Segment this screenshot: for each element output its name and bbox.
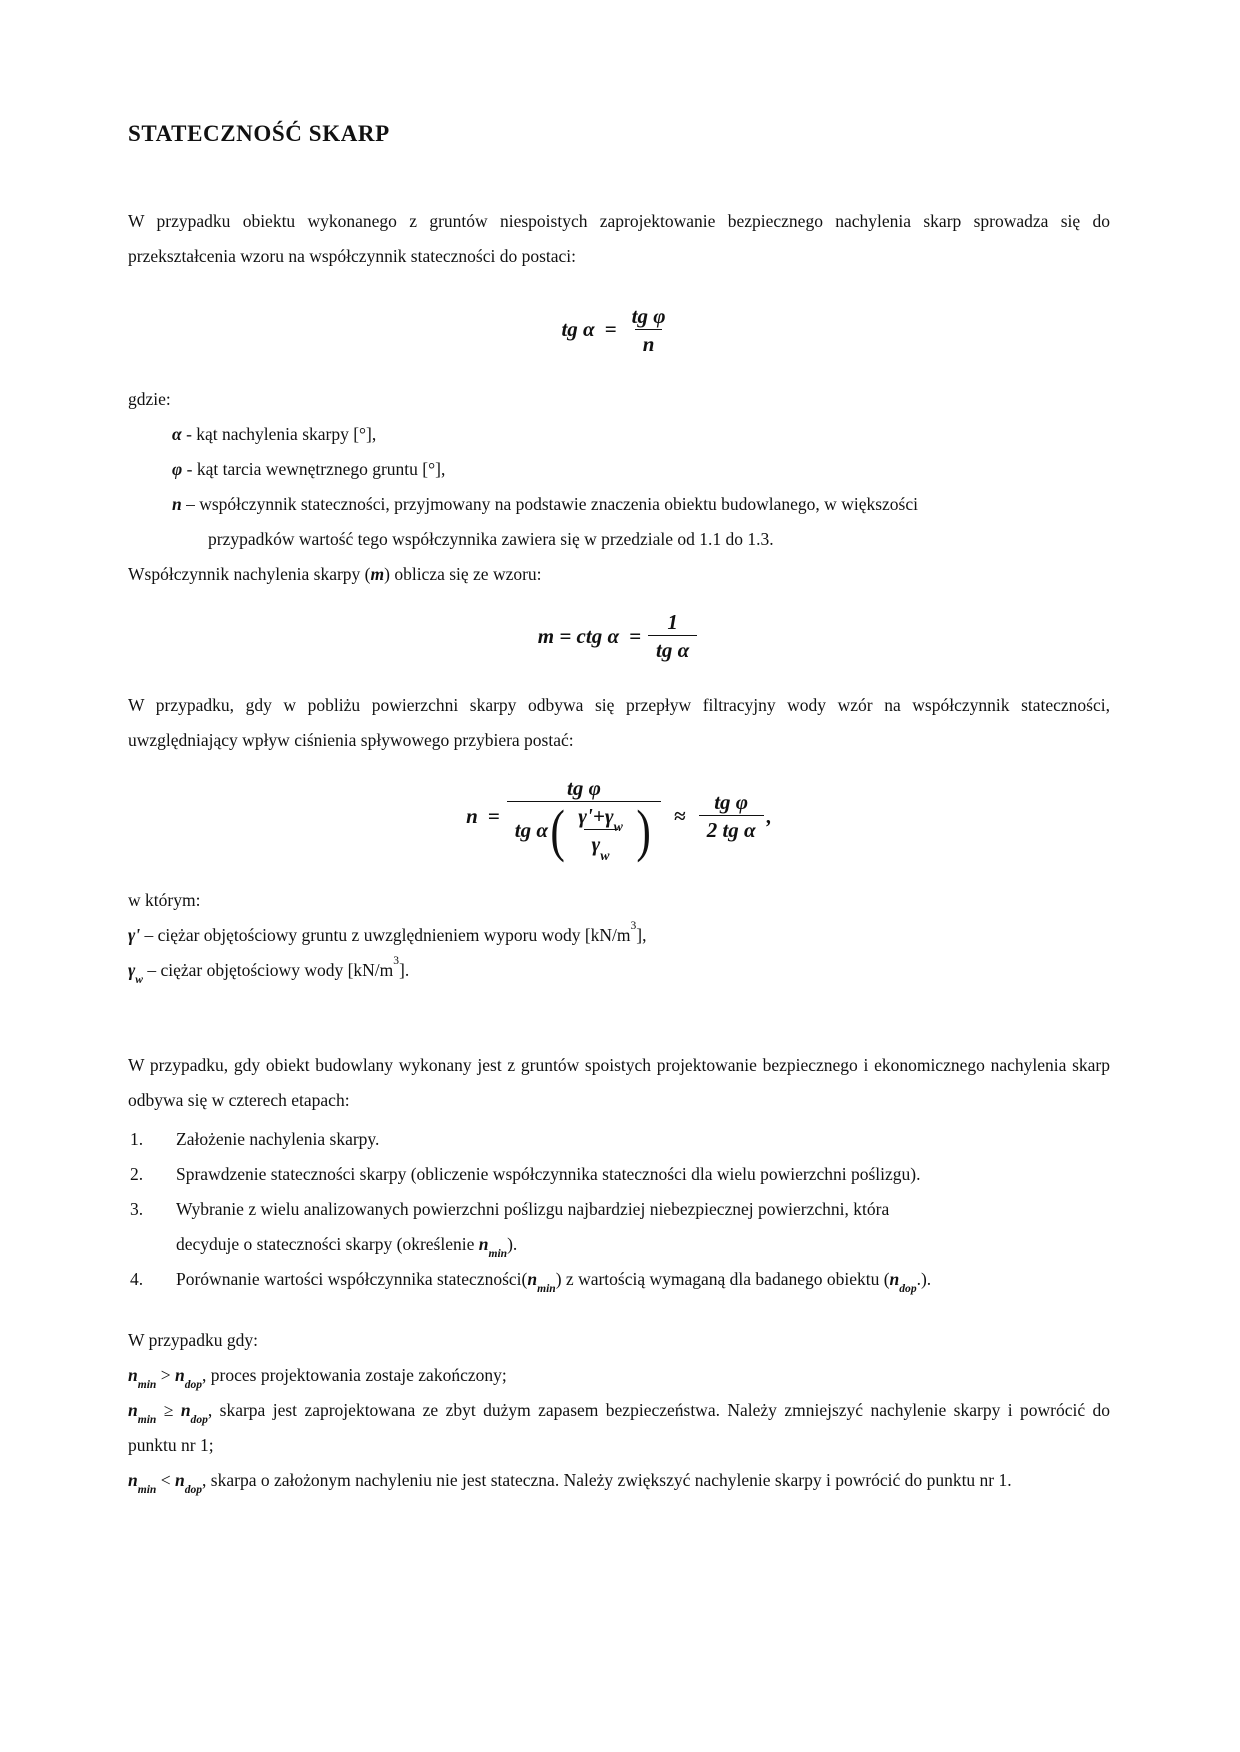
formula1-equals: = [604, 317, 617, 342]
spacer [128, 356, 1110, 382]
definition-n [128, 487, 1110, 557]
gamma-w-bottom-subscript: w [600, 847, 610, 863]
where-label: gdzie: [128, 388, 171, 409]
definition-phi [128, 452, 1110, 487]
gamma-w-unit-exponent: 3 [393, 954, 400, 967]
cohesive-paragraph: W przypadku, gdy obiekt budowlany wykonany jest z gruntów spoistych projektowanie bezpiecznego i ekonomicznego nachylenia skarp odbywa się w czterech etapach: [128, 1054, 1110, 1110]
formula2-lhs: m = ctg α [537, 623, 620, 648]
gamma-w-bottom: γ [591, 832, 601, 857]
formula3-denominator-group [514, 797, 653, 863]
step-4-symbol-ndop-subscript: dop [899, 1283, 917, 1296]
condition-3 [128, 1463, 1110, 1498]
slope-coefficient-text-a: Współczynnik nachylenia skarpy ( [128, 563, 371, 584]
step-2-text: Sprawdzenie stateczności skarpy (obliczenie współczynnika stateczności dla wielu powierzchni poślizgu). [176, 1163, 921, 1184]
condition-1 [128, 1358, 1110, 1393]
step-3-text: Wybranie z wielu analizowanych powierzchni poślizgu najbardziej niebezpiecznej powierzchni, która [176, 1198, 890, 1219]
condition-2-left-symbol: n [128, 1399, 138, 1420]
spacer [128, 857, 1110, 883]
condition-3-text: , skarpa o założonym nachyleniu nie jest stateczna. Należy zwiększyć nachylenie skarpy i powrócić do [202, 1469, 923, 1490]
gamma-w-tail: ]. [399, 959, 410, 980]
definition-n-continuation: przypadków wartość tego współczynnika zawiera się w przedziale od 1.1 do 1.3. [208, 528, 774, 549]
formula3-equals: = [487, 803, 500, 828]
definition-n-text: – współczynnik stateczności, przyjmowany na podstawie znaczenia obiektu budowlanego, w większości [186, 493, 918, 514]
formula-m-ctg-alpha [128, 610, 1110, 662]
step-3-continuation-text-a: decyduje o stateczności skarpy (określenie [176, 1233, 479, 1254]
condition-1-left-symbol: n [128, 1364, 138, 1385]
step-item-3 [128, 1192, 1110, 1262]
condition-1-right-subscript: dop [184, 1379, 203, 1392]
step-item-4 [128, 1262, 1110, 1297]
condition-1-left-subscript: min [137, 1379, 157, 1392]
condition-1-operator: > [160, 1364, 171, 1385]
condition-3-continuation: punktu nr 1. [926, 1469, 1012, 1490]
step-item-1 [128, 1122, 1110, 1157]
definition-alpha-text: - kąt nachylenia skarpy [°], [186, 423, 377, 444]
spacer [128, 596, 1110, 610]
formula-n-seepage [128, 776, 1110, 863]
spacer [128, 278, 1110, 304]
gamma-w-top-subscript: w [613, 819, 623, 835]
gamma-prime: γ' [578, 804, 593, 829]
formula3-denominator [507, 797, 661, 863]
formula3-lhs: n [466, 803, 478, 828]
steps-list [128, 1122, 1110, 1297]
seepage-paragraph: W przypadku, gdy w pobliżu powierzchni skarpy odbywa się przepływ filtracyjny wody wzór na współczynnik stateczności, uwzględniający wpływ ciśnienia spływowego przybiera postać: [128, 695, 1110, 751]
condition-3-left-subscript: min [137, 1484, 157, 1497]
formula2-numerator: 1 [667, 609, 678, 634]
definition-gamma-w-text: – ciężar objętościowy wody [kN/m [147, 959, 394, 980]
formula-tg-alpha [128, 304, 1110, 356]
condition-2-right-symbol: n [180, 1399, 191, 1420]
step-4-text-a: Porównanie wartości współczynnika stateczności( [176, 1268, 528, 1289]
approx-sign: ≈ [674, 803, 686, 828]
slope-coefficient-text-b: ) oblicza się ze wzoru: [384, 563, 542, 584]
formula2-equals: = [629, 623, 642, 648]
symbol-phi: φ [172, 458, 183, 479]
case-label: W przypadku gdy: [128, 1329, 258, 1350]
spacer [128, 762, 1110, 776]
definition-gamma-prime-text: – ciężar objętościowy gruntu z uwzględnieniem wyporu wody [kN/m [144, 924, 631, 945]
gamma-prime-tail: ], [636, 924, 647, 945]
formula1-numerator: tg φ [631, 303, 666, 328]
condition-2-continuation: skarpy i powrócić do punktu nr 1; [128, 1399, 1111, 1455]
symbol-m: m [370, 563, 385, 584]
condition-3-right-symbol: n [174, 1469, 185, 1490]
formula1-fraction [624, 304, 674, 356]
condition-2-left-subscript: min [137, 1414, 157, 1427]
symbol-gamma-w [128, 959, 143, 987]
gamma-w-top: γ [604, 804, 614, 829]
formula3-inner-fraction [570, 804, 631, 863]
gamma-w-base: γ [128, 959, 136, 980]
symbol-alpha: α [172, 423, 182, 444]
step-3-symbol-n: n [478, 1233, 489, 1254]
gamma-prime-unit-exponent: 3 [630, 919, 637, 932]
formula3-rhs-fraction [699, 790, 764, 842]
condition-2-right-subscript: dop [190, 1414, 208, 1427]
definition-gamma-prime [128, 918, 1110, 953]
formula2-fraction [648, 610, 697, 662]
definition-list [128, 417, 1110, 557]
spacer [128, 1297, 1110, 1323]
gamma-w-subscript: w [135, 974, 143, 987]
condition-3-right-subscript: dop [184, 1484, 203, 1497]
spacer [128, 662, 1110, 688]
step-4-text-c: .). [916, 1268, 932, 1289]
slope-coefficient-sentence [128, 557, 1110, 592]
definition-alpha [128, 417, 1110, 452]
condition-2 [128, 1393, 1110, 1463]
formula3-rhs-denominator: 2 tg α [699, 815, 764, 842]
condition-3-operator: < [160, 1469, 171, 1490]
formula3-main-fraction [507, 776, 661, 863]
step-1-text: Założenie nachylenia skarpy. [176, 1128, 380, 1149]
step-4-symbol-nmin-subscript: min [537, 1283, 556, 1296]
in-which-label: w którym: [128, 889, 201, 910]
formula1-denominator: n [635, 329, 663, 356]
spacer [128, 988, 1110, 1048]
symbol-gamma-prime: γ' [128, 924, 141, 945]
condition-1-right-symbol: n [174, 1364, 185, 1385]
left-paren-glyph: ( [550, 797, 565, 863]
right-paren-glyph: ) [636, 797, 651, 863]
step-4-text-b: ) z wartością wymaganą dla badanego obiektu ( [555, 1268, 890, 1289]
step-3-continuation [176, 1227, 1110, 1262]
formula2-denominator: tg α [648, 635, 697, 662]
formula1-lhs: tg α [561, 317, 595, 342]
plus-sign: + [592, 804, 605, 829]
definition-phi-text: - kąt tarcia wewnętrznego gruntu [°], [186, 458, 446, 479]
formula3-numerator: tg φ [567, 776, 601, 801]
formula3-rhs-numerator: tg φ [714, 790, 749, 815]
formula3-inner-numerator [570, 804, 631, 835]
formula3-trailing-comma: , [766, 803, 772, 828]
step-4-symbol-ndop: n [889, 1268, 900, 1289]
formula3-den-prefix: tg α [514, 818, 548, 843]
formula3-inner-denominator [584, 829, 618, 863]
page-title: STATECZNOŚĆ SKARP [128, 121, 390, 146]
step-item-2 [128, 1157, 1110, 1192]
intro-paragraph: W przypadku obiektu wykonanego z gruntów niespoistych zaprojektowanie bezpiecznego nachylenia skarp sprowadza się do przekształcenia wzoru na współczynnik stateczności do postaci: [128, 210, 1110, 266]
definition-gamma-w [128, 953, 1110, 988]
step-3-symbol-n-subscript: min [488, 1248, 508, 1261]
condition-2-text: , skarpa jest zaprojektowana ze zbyt dużym zapasem bezpieczeństwa. Należy zmniejszyć nachylenie [207, 1399, 947, 1420]
step-4-symbol-nmin: n [527, 1268, 538, 1289]
condition-2-operator: ≥ [163, 1399, 174, 1420]
step-3-continuation-text-b: ). [507, 1233, 518, 1254]
symbol-n: n [172, 493, 182, 514]
condition-1-text: , proces projektowania zostaje zakończony; [202, 1364, 507, 1385]
condition-3-left-symbol: n [128, 1469, 138, 1490]
